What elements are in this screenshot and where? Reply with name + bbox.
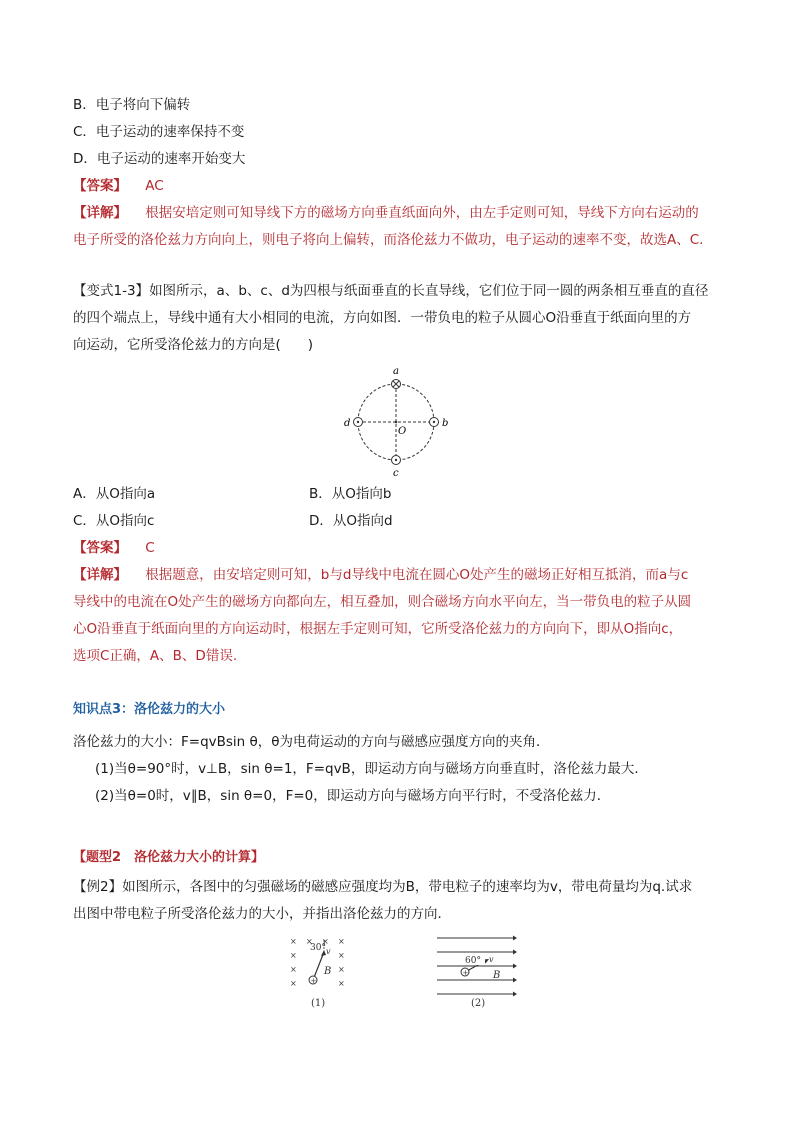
figure-2-diagram — [435, 932, 525, 1012]
wire-b-out-of-page-icon — [430, 418, 439, 427]
stem-line-1 — [73, 281, 708, 301]
field-arrowheads — [513, 936, 517, 997]
question-type-heading: 【题型2 洛伦兹力大小的计算】 — [73, 850, 265, 865]
fig1-caption: (1) — [311, 998, 326, 1009]
detail-text: 根据安培定则可知导线下方的磁场方向垂直纸面向外，由左手定则可知，导线下方向右运动的 — [145, 205, 699, 221]
stem-tag: 【变式1-3】 — [73, 283, 150, 299]
option-c: C．从O指向c — [73, 513, 155, 529]
svg-text:×: × — [290, 951, 297, 960]
fig2-caption: (2) — [471, 998, 486, 1009]
wire-d-out-of-page-icon — [354, 418, 363, 427]
answer-line — [73, 538, 155, 558]
detail-tag: 【详解】 — [73, 567, 127, 583]
svg-text:×: × — [306, 937, 313, 946]
detail-line-1 — [73, 203, 699, 223]
option-d: D．从O指向d — [309, 513, 393, 529]
detail-line-2: 电子所受的洛伦兹力方向向上，则电子将向上偏转，而洛伦兹力不做功，电子运动的速率不变，故选A、C. — [73, 232, 704, 248]
wire-a-into-page-icon — [392, 380, 401, 389]
positive-charge-icon — [461, 968, 469, 977]
svg-text:×: × — [290, 965, 297, 974]
fig1-v-label: v — [326, 947, 331, 956]
svg-text:×: × — [338, 951, 345, 960]
option-b: B．电子将向下偏转 — [73, 97, 191, 113]
formula-line: 洛伦兹力的大小：F=qvBsin θ，θ为电荷运动的方向与磁感应强度方向的夹角． — [73, 734, 550, 750]
answer-value: C — [145, 540, 155, 556]
option-d: D．电子运动的速率开始变大 — [73, 151, 246, 167]
svg-text:×: × — [338, 937, 345, 946]
option-c: C．电子运动的速率保持不变 — [73, 124, 245, 140]
answer-value: AC — [145, 178, 164, 194]
label-a: a — [393, 366, 399, 377]
fig1-b-label: B — [324, 966, 332, 977]
detail-line-3: 心O沿垂直于纸面向里的方向运动时，根据左手定则可知，它所受洛伦兹力的方向向下，即从O指向c， — [73, 621, 683, 637]
case-1-line: (1)当θ=90°时，v⊥B，sin θ=1，F=qvB，即运动方向与磁场方向垂直时，洛伦兹力最大． — [95, 761, 648, 777]
stem-text: 如图所示，a、b、c、d为四根与纸面垂直的长直导线，它们位于同一圆的两条相互垂直的直径 — [149, 283, 709, 299]
stem-line-3: 向运动，它所受洛伦兹力的方向是( ) — [73, 337, 314, 353]
example-line-2: 出图中带电粒子所受洛伦兹力的大小，并指出洛伦兹力的方向． — [73, 906, 451, 922]
svg-text:×: × — [338, 965, 345, 974]
svg-text:×: × — [290, 937, 297, 946]
case-2-line: (2)当θ=0时，v∥B，sin θ=0，F=0，即运动方向与磁场方向平行时，不受洛伦兹力． — [95, 788, 611, 804]
fig2-angle-label: 60° — [465, 956, 481, 966]
positive-charge-icon — [309, 976, 317, 985]
center-point — [395, 421, 398, 424]
figure-1-diagram — [286, 932, 356, 1012]
detail-line-2: 导线中的电流在O处产生的磁场方向都向左，相互叠加，则合磁场方向水平向左，当一带负电的粒子从圆 — [73, 594, 692, 610]
detail-line-4: 选项C正确，A、B、D错误. — [73, 648, 238, 664]
detail-text: 根据题意，由安培定则可知，b与d导线中电流在圆心O处产生的磁场正好相互抵消，而a与c — [145, 567, 689, 583]
detail-line-1 — [73, 565, 688, 585]
svg-text:×: × — [338, 979, 345, 988]
option-a: A．从O指向a — [73, 486, 156, 502]
label-o: O — [398, 426, 407, 437]
wire-c-out-of-page-icon — [392, 456, 401, 465]
answer-tag: 【答案】 — [73, 540, 127, 556]
stem-line-2: 的四个端点上，导线中通有大小相同的电流，方向如图．一带负电的粒子从圆心O沿垂直于纸面向里的方 — [73, 310, 692, 326]
fig2-v-label: v — [489, 955, 494, 964]
fig2-b-label: B — [493, 970, 501, 981]
fig1-angle-label: 30° — [310, 943, 326, 953]
detail-tag: 【详解】 — [73, 205, 127, 221]
label-b: b — [442, 418, 449, 429]
svg-text:×: × — [290, 979, 297, 988]
svg-text:+: + — [462, 969, 469, 977]
example-line-1: 【例2】如图所示，各图中的匀强磁场的磁感应强度均为B，带电粒子的速率均为v，带电荷量均为q.试求 — [73, 879, 693, 895]
section-heading: 知识点3：洛伦兹力的大小 — [73, 702, 226, 717]
answer-tag: 【答案】 — [73, 178, 127, 194]
answer-line — [73, 176, 164, 196]
label-c: c — [393, 468, 399, 477]
svg-text:+: + — [310, 977, 317, 985]
svg-text:×: × — [322, 937, 329, 946]
option-b: B．从O指向b — [309, 486, 392, 502]
label-d: d — [344, 418, 351, 429]
four-wires-diagram — [336, 362, 466, 477]
